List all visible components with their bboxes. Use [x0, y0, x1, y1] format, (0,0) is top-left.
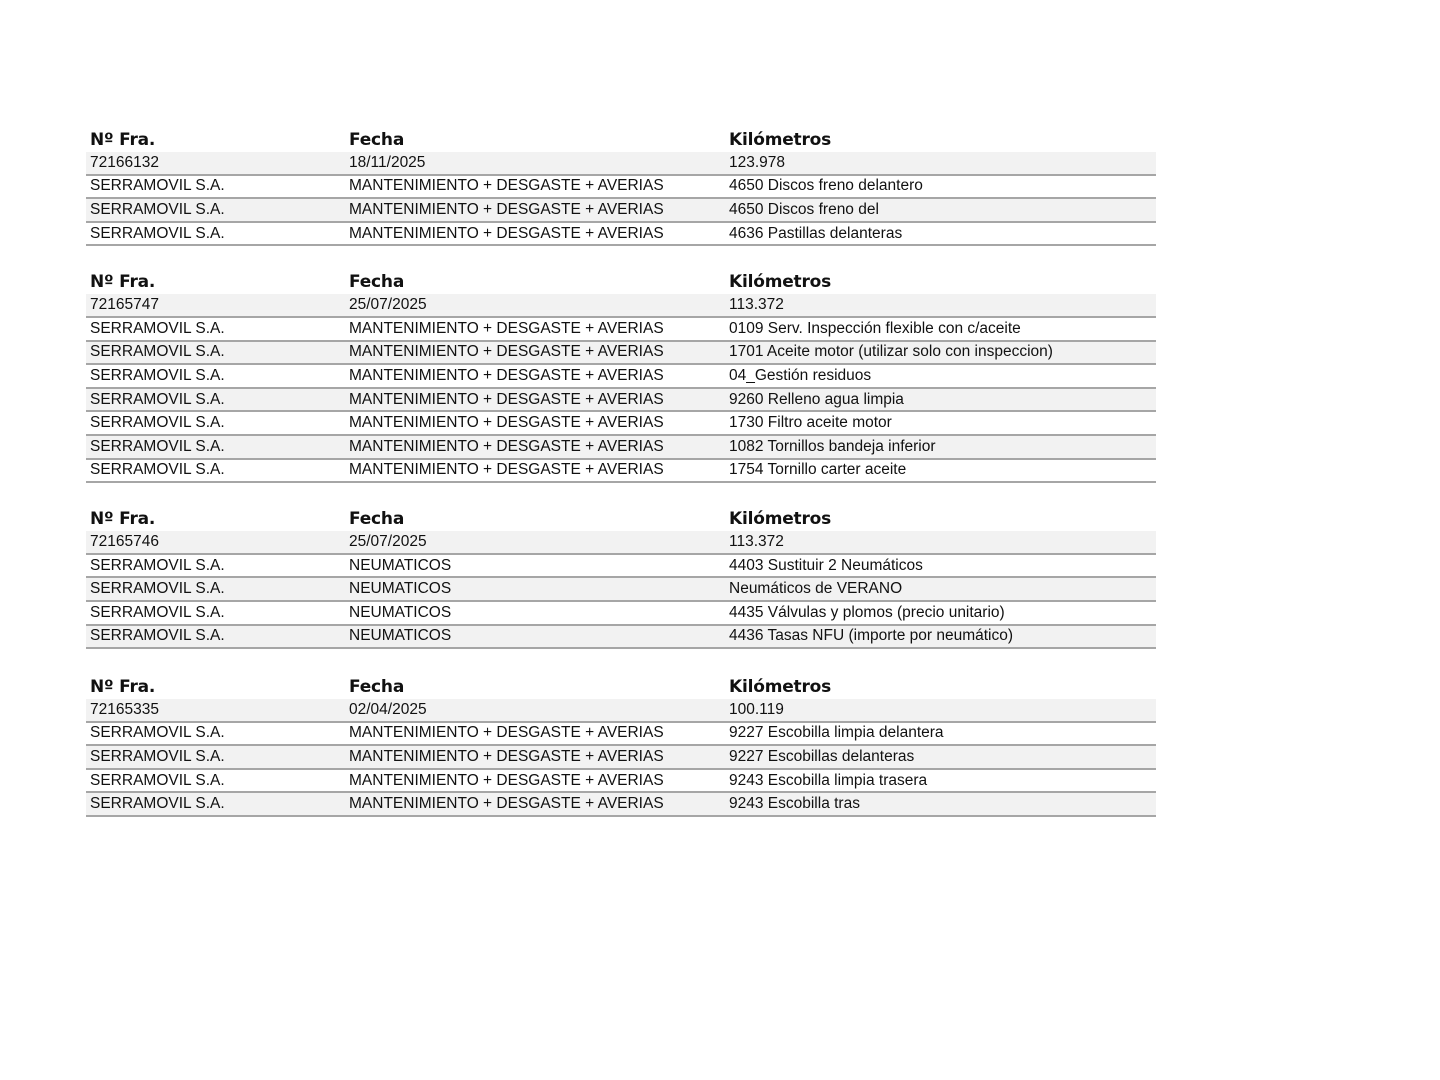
invoice-date: 18/11/2025: [349, 153, 426, 171]
line-description: 9227 Escobilla limpia delantera: [729, 724, 944, 742]
line-item-row: [86, 578, 1156, 602]
line-category: NEUMATICOS: [349, 580, 452, 598]
line-supplier: SERRAMOVIL S.A.: [90, 437, 225, 455]
line-supplier: SERRAMOVIL S.A.: [90, 556, 225, 574]
line-category: MANTENIMIENTO + DESGASTE + AVERIAS: [349, 343, 664, 361]
line-category: MANTENIMIENTO + DESGASTE + AVERIAS: [349, 724, 664, 742]
header-invoice-number: Nº Fra.: [90, 130, 156, 150]
line-supplier: SERRAMOVIL S.A.: [90, 771, 225, 789]
line-description: 1701 Aceite motor (utilizar solo con inspeccion): [729, 343, 1053, 361]
column-header-row: [86, 266, 1156, 294]
invoice-kilometers: 113.372: [729, 532, 784, 550]
line-supplier: SERRAMOVIL S.A.: [90, 366, 225, 384]
header-invoice-number: Nº Fra.: [90, 272, 156, 293]
header-date: Fecha: [349, 272, 405, 293]
header-kilometers: Kilómetros: [729, 677, 832, 698]
line-description: 4436 Tasas NFU (importe por neumático): [729, 627, 1014, 645]
line-supplier: SERRAMOVIL S.A.: [90, 580, 225, 598]
line-supplier: SERRAMOVIL S.A.: [90, 627, 225, 645]
line-category: MANTENIMIENTO + DESGASTE + AVERIAS: [349, 437, 664, 455]
line-item-row: [86, 770, 1156, 794]
invoice-summary-row: [86, 531, 1156, 555]
invoice-number: 72165335: [90, 700, 159, 718]
line-category: MANTENIMIENTO + DESGASTE + AVERIAS: [349, 748, 664, 766]
line-item-row: [86, 723, 1156, 747]
column-header-row: [86, 671, 1156, 699]
invoice-summary-row: [86, 294, 1156, 318]
line-description: 4650 Discos freno delantero: [729, 177, 923, 195]
invoice-number: 72165747: [90, 296, 159, 314]
invoice-block: [86, 266, 1156, 483]
line-category: NEUMATICOS: [349, 603, 452, 621]
line-item-row: [86, 365, 1156, 389]
header-invoice-number: Nº Fra.: [90, 509, 156, 530]
header-kilometers: Kilómetros: [729, 272, 832, 293]
line-description: 0109 Serv. Inspección flexible con c/aceite: [729, 319, 1021, 337]
line-description: 1754 Tornillo carter aceite: [729, 461, 907, 479]
line-description: 04_Gestión residuos: [729, 366, 872, 384]
invoice-summary-row: [86, 699, 1156, 723]
line-category: MANTENIMIENTO + DESGASTE + AVERIAS: [349, 366, 664, 384]
line-item-row: [86, 199, 1156, 223]
invoice-date: 25/07/2025: [349, 532, 427, 550]
line-item-row: [86, 436, 1156, 460]
invoice-kilometers: 113.372: [729, 296, 784, 314]
line-description: 1082 Tornillos bandeja inferior: [729, 437, 936, 455]
header-kilometers: Kilómetros: [729, 509, 832, 530]
line-description: 4650 Discos freno del: [729, 200, 879, 218]
line-description: 4403 Sustituir 2 Neumáticos: [729, 556, 923, 574]
line-category: MANTENIMIENTO + DESGASTE + AVERIAS: [349, 461, 664, 479]
line-supplier: SERRAMOVIL S.A.: [90, 224, 225, 242]
line-category: MANTENIMIENTO + DESGASTE + AVERIAS: [349, 319, 664, 337]
line-description: 9243 Escobilla tras: [729, 795, 860, 813]
line-item-row: [86, 389, 1156, 413]
column-header-row: [86, 503, 1156, 531]
line-item-row: [86, 176, 1156, 200]
invoice-document: [86, 124, 1156, 837]
line-item-row: [86, 342, 1156, 366]
line-supplier: SERRAMOVIL S.A.: [90, 390, 225, 408]
line-supplier: SERRAMOVIL S.A.: [90, 177, 225, 195]
line-description: 1730 Filtro aceite motor: [729, 414, 892, 432]
line-category: MANTENIMIENTO + DESGASTE + AVERIAS: [349, 390, 664, 408]
line-item-row: [86, 626, 1156, 650]
line-description: 4636 Pastillas delanteras: [729, 224, 903, 242]
line-supplier: SERRAMOVIL S.A.: [90, 795, 225, 813]
line-category: MANTENIMIENTO + DESGASTE + AVERIAS: [349, 795, 664, 813]
line-supplier: SERRAMOVIL S.A.: [90, 724, 225, 742]
invoice-summary-row: [86, 152, 1156, 176]
invoice-date: 25/07/2025: [349, 296, 427, 314]
line-supplier: SERRAMOVIL S.A.: [90, 343, 225, 361]
line-description: 9227 Escobillas delanteras: [729, 748, 915, 766]
line-category: MANTENIMIENTO + DESGASTE + AVERIAS: [349, 414, 664, 432]
line-description: 4435 Válvulas y plomos (precio unitario): [729, 603, 1005, 621]
invoice-block: [86, 671, 1156, 817]
invoice-block: [86, 503, 1156, 649]
invoice-number: 72165746: [90, 532, 159, 550]
invoice-kilometers: 100.119: [729, 700, 784, 718]
line-item-row: [86, 602, 1156, 626]
header-date: Fecha: [349, 677, 405, 698]
header-date: Fecha: [349, 130, 405, 150]
header-invoice-number: Nº Fra.: [90, 677, 156, 698]
line-category: MANTENIMIENTO + DESGASTE + AVERIAS: [349, 771, 664, 789]
invoice-kilometers: 123.978: [729, 153, 786, 171]
line-description: 9243 Escobilla limpia trasera: [729, 771, 928, 789]
line-supplier: SERRAMOVIL S.A.: [90, 603, 225, 621]
line-supplier: SERRAMOVIL S.A.: [90, 748, 225, 766]
line-item-row: [86, 793, 1156, 817]
line-item-row: [86, 460, 1156, 484]
line-category: MANTENIMIENTO + DESGASTE + AVERIAS: [349, 200, 664, 218]
line-category: NEUMATICOS: [349, 556, 452, 574]
invoice-date: 02/04/2025: [349, 700, 427, 718]
header-kilometers: Kilómetros: [729, 130, 832, 150]
line-category: MANTENIMIENTO + DESGASTE + AVERIAS: [349, 177, 664, 195]
line-supplier: SERRAMOVIL S.A.: [90, 200, 225, 218]
line-category: MANTENIMIENTO + DESGASTE + AVERIAS: [349, 224, 664, 242]
column-header-row: [86, 124, 1156, 152]
line-item-row: [86, 318, 1156, 342]
line-item-row: [86, 412, 1156, 436]
line-supplier: SERRAMOVIL S.A.: [90, 414, 225, 432]
line-description: Neumáticos de VERANO: [729, 580, 903, 598]
line-item-row: [86, 555, 1156, 579]
line-item-row: [86, 746, 1156, 770]
line-supplier: SERRAMOVIL S.A.: [90, 319, 225, 337]
line-item-row: [86, 223, 1156, 247]
line-category: NEUMATICOS: [349, 627, 452, 645]
line-description: 9260 Relleno agua limpia: [729, 390, 904, 408]
invoice-block: [86, 124, 1156, 246]
invoice-number: 72166132: [90, 153, 159, 171]
line-supplier: SERRAMOVIL S.A.: [90, 461, 225, 479]
header-date: Fecha: [349, 509, 405, 530]
